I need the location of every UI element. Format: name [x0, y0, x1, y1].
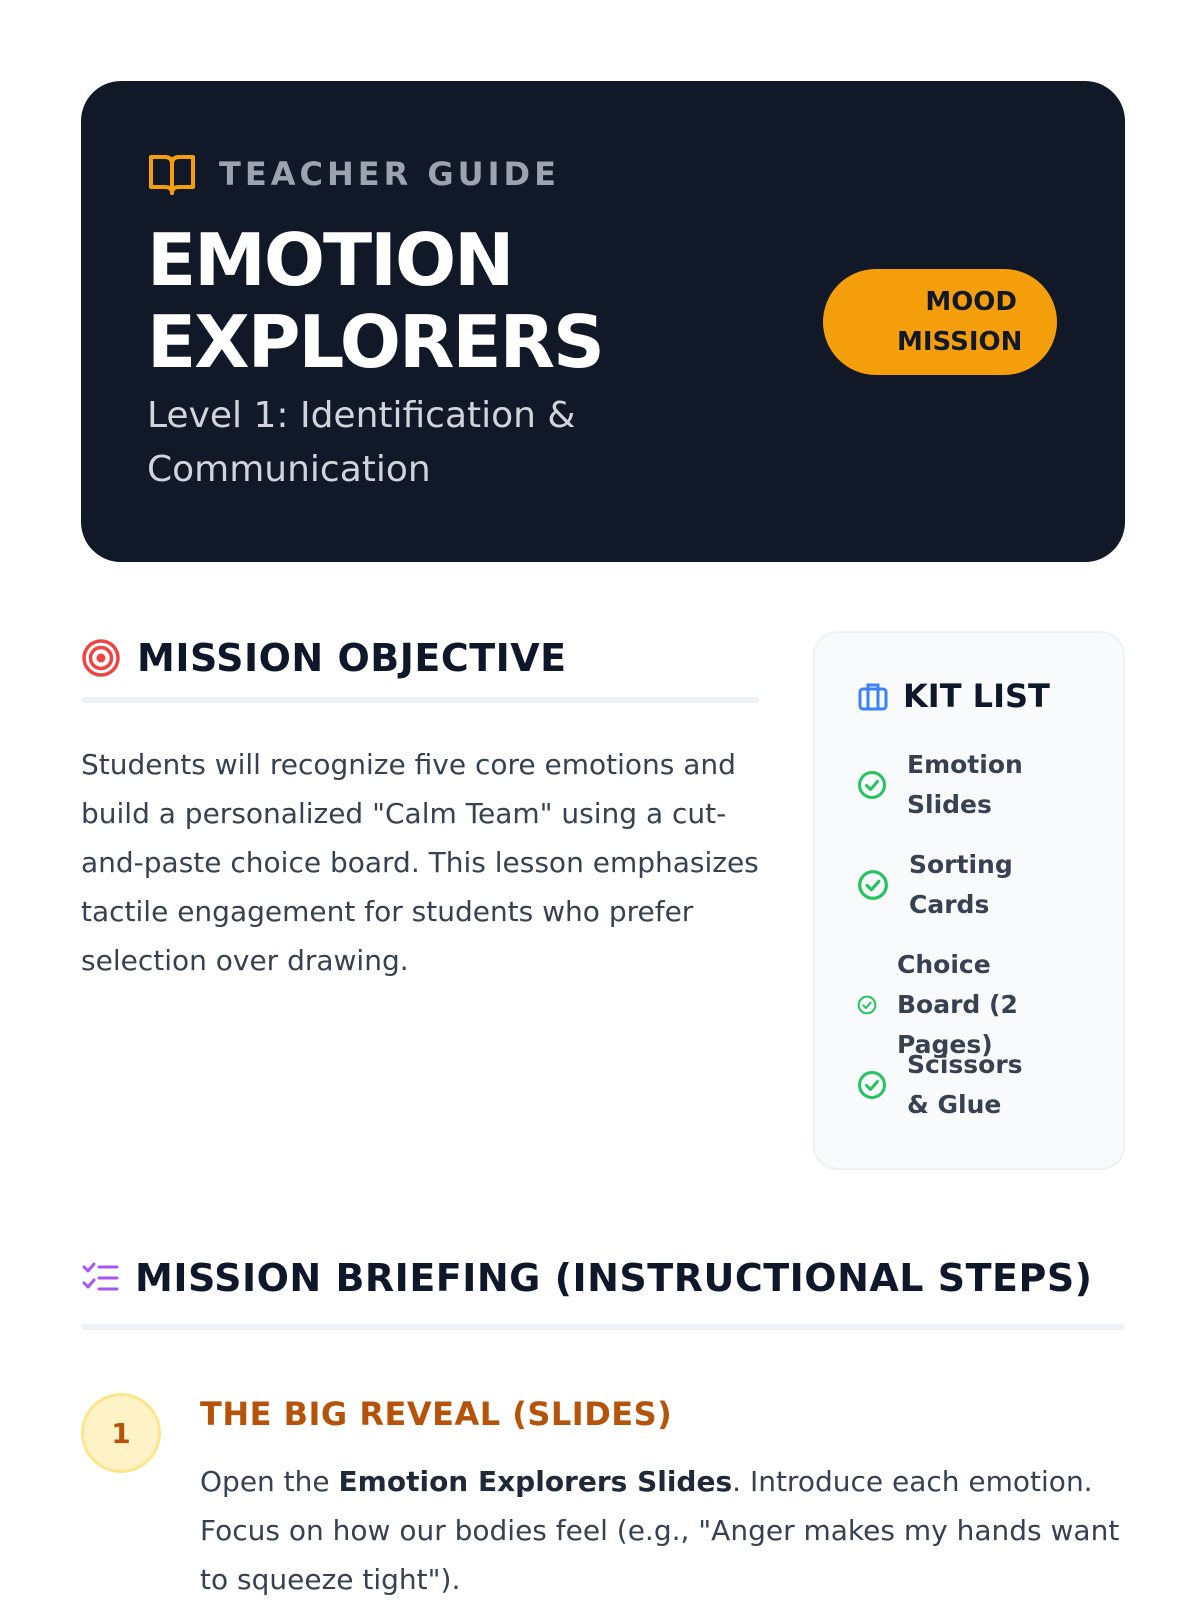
kit-title: KIT LIST: [903, 677, 1050, 715]
kit-item-label: Choice Board (2 Pages): [897, 950, 1018, 1059]
step-title: THE BIG REVEAL (SLIDES): [200, 1395, 673, 1433]
kit-list-card: [813, 631, 1125, 1170]
kit-item-label: Sorting Cards: [909, 850, 1013, 919]
briefing-heading: [81, 1256, 1093, 1300]
check-circle-icon: [857, 995, 877, 1015]
kit-item-label: Scissors & Glue: [907, 1050, 1023, 1119]
step-text-before: Open the: [200, 1465, 339, 1498]
check-circle-icon: [857, 1070, 887, 1100]
step-text-bold: Emotion Explorers Slides: [338, 1465, 733, 1498]
objective-text: Students will recognize five core emotions and build a personalized "Calm Team" using a cut-and-paste choice board. This lesson emphasizes tactile engagement for students who prefer selection over drawing.: [81, 748, 759, 977]
mood-mission-badge: [823, 269, 1057, 375]
step-text: [200, 1457, 1120, 1604]
page-subtitle: Level 1: Identification & Communication: [147, 395, 576, 490]
page-title: EMOTION EXPLORERS: [147, 218, 603, 384]
kit-item: [857, 745, 1027, 825]
briefing-title: MISSION BRIEFING (INSTRUCTIONAL STEPS): [135, 1256, 1093, 1300]
target-icon: [81, 638, 121, 678]
eyebrow: [147, 151, 560, 197]
briefcase-icon: [857, 680, 889, 712]
step-number: 1: [81, 1393, 161, 1473]
check-circle-icon: [857, 869, 889, 901]
briefing-divider: [81, 1324, 1125, 1330]
kit-item: [857, 1045, 1047, 1125]
kit-heading: [857, 677, 1050, 715]
objective-title: MISSION OBJECTIVE: [137, 636, 567, 680]
objective-heading: [81, 636, 567, 680]
badge-line-2: MISSION: [897, 327, 1023, 357]
hero-banner: [81, 81, 1125, 562]
book-open-icon: [147, 151, 197, 197]
badge-line-1: MOOD: [925, 287, 1017, 317]
objective-divider: [81, 697, 759, 703]
list-checks-icon: [81, 1260, 119, 1296]
eyebrow-text: TEACHER GUIDE: [219, 155, 560, 193]
check-circle-icon: [857, 770, 887, 800]
step-text-after: . Introduce each emotion. Focus on how our bodies feel (e.g., "Anger makes my hands want to squeeze tight").: [200, 1465, 1120, 1596]
kit-item: [857, 845, 1019, 925]
kit-item-label: Emotion Slides: [907, 750, 1023, 819]
